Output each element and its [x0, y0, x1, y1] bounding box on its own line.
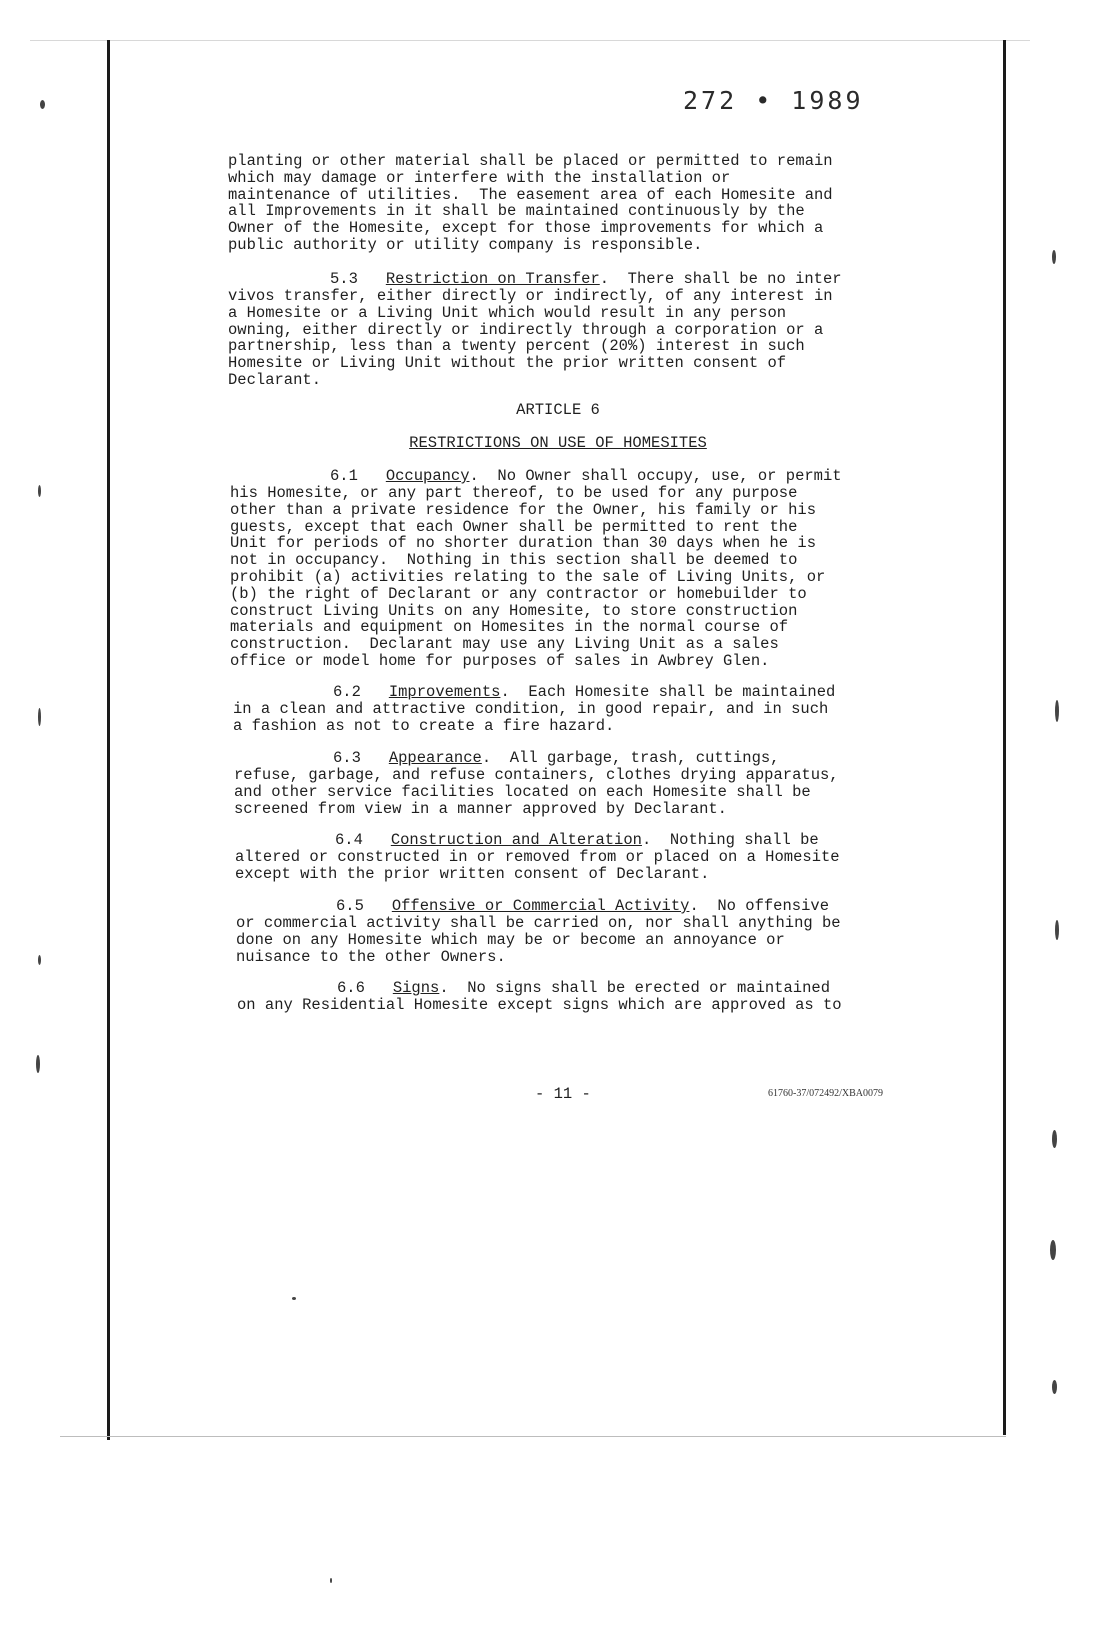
section-number: 6.5 [336, 897, 364, 915]
scan-speck [38, 708, 41, 726]
scan-speck [1052, 1380, 1057, 1394]
scan-speck [1050, 1240, 1056, 1260]
section-number: 6.1 [330, 467, 358, 485]
section-number: 6.3 [333, 749, 361, 767]
document-code: 61760-37/072492/XBA0079 [768, 1088, 883, 1099]
paragraph-easement: planting or other material shall be placed or permitted to remain which may damage or interfere with the installation or maintenance of utilities. The easement area of each Homesite and all Improvements in it shall be maintained continuously by the Owner of the Homesite, except for those improvements for which a public authority or utility company is responsible. [228, 152, 833, 254]
section-6-2-body: in a clean and attractive condition, in good repair, and in such a fashion as not to create a fire hazard. [233, 700, 829, 735]
section-title: Restriction on Transfer [385, 270, 600, 288]
section-5-3-body: vivos transfer, either directly or indirectly, of any interest in a Homesite or a Living Unit which would result in any person owning, either directly or indirectly through a corporation or a partnership, less than a twenty percent (20%) interest in such Homesite or Living Unit without the prior written consent of Declarant. [228, 287, 833, 389]
scan-speck [1055, 700, 1059, 722]
section-number: 6.4 [335, 831, 363, 849]
scan-speck [1052, 250, 1056, 264]
section-6-5-body: or commercial activity shall be carried on, nor shall anything be done on any Homesite which may be or become an annoyance or nuisance to the other Owners. [236, 914, 841, 966]
section-6-6-heading [337, 980, 830, 997]
section-lead: . Each Homesite shall be maintained [500, 683, 836, 701]
article-title-text: RESTRICTIONS ON USE OF HOMESITES [409, 434, 707, 452]
section-6-2-heading [333, 684, 835, 701]
section-number: 6.6 [337, 979, 365, 997]
page-left-border [107, 40, 110, 1440]
section-5-3-heading [330, 271, 842, 288]
scan-speck [36, 1055, 40, 1073]
scan-speck [1055, 920, 1059, 940]
scan-speck [292, 1297, 296, 1300]
section-6-4-heading [335, 832, 819, 849]
section-lead: . Nothing shall be [641, 831, 819, 849]
page-number: - 11 - [535, 1085, 591, 1103]
section-lead: . No Owner shall occupy, use, or permit [469, 467, 842, 485]
section-6-4-body: altered or constructed in or removed from or placed on a Homesite except with the prior written consent of Declarant. [235, 848, 840, 883]
section-6-3-heading [333, 750, 779, 767]
section-title: Signs [392, 979, 440, 997]
scan-speck [330, 1578, 332, 1583]
page-right-border [1003, 40, 1006, 1435]
section-lead: . There shall be no inter [599, 270, 842, 288]
section-6-1-heading [330, 468, 842, 485]
section-title: Offensive or Commercial Activity [391, 897, 690, 915]
section-title: Appearance [388, 749, 482, 767]
section-number: 5.3 [330, 270, 358, 288]
section-lead: . No offensive [689, 897, 829, 915]
section-6-6-body: on any Residential Homesite except signs which are approved as to [237, 996, 842, 1014]
section-6-5-heading [336, 898, 829, 915]
section-number: 6.2 [333, 683, 361, 701]
section-title: Improvements [388, 683, 501, 701]
page-bottom-edge [60, 1436, 1006, 1437]
section-6-1-body: his Homesite, or any part thereof, to be used for any purpose other than a private residence for the Owner, his family or his guests, except that each Owner shall be permitted to rent the Unit for periods of no shorter duration than 30 days when he is not in occupancy. Nothing in this section shall be deemed to prohibit (a) activities relating to the sale of Living Units, or (b) the right of Declarant or any contractor or homebuilder to construct Living Units on any Homesite, to store construction materials and equipment on Homesites in the normal course of construction. Declarant may use any Living Unit as a sales office or model home for purposes of sales in Awbrey Glen. [230, 484, 826, 670]
scan-speck [38, 485, 41, 497]
article-title [228, 435, 888, 452]
article-heading: ARTICLE 6 [516, 401, 600, 419]
section-lead: . All garbage, trash, cuttings, [481, 749, 780, 767]
scan-speck [38, 955, 41, 965]
section-title: Occupancy [385, 467, 470, 485]
section-title: Construction and Alteration [390, 831, 642, 849]
document-stamp: 272 • 1989 [683, 86, 864, 115]
scan-speck [40, 100, 45, 109]
section-6-3-body: refuse, garbage, and refuse containers, clothes drying apparatus, and other service facilities located on each Homesite shall be screened from view in a manner approved by Declarant. [234, 766, 839, 818]
section-lead: . No signs shall be erected or maintained [439, 979, 830, 997]
page-top-edge [30, 40, 1030, 41]
scan-speck [1052, 1130, 1057, 1148]
